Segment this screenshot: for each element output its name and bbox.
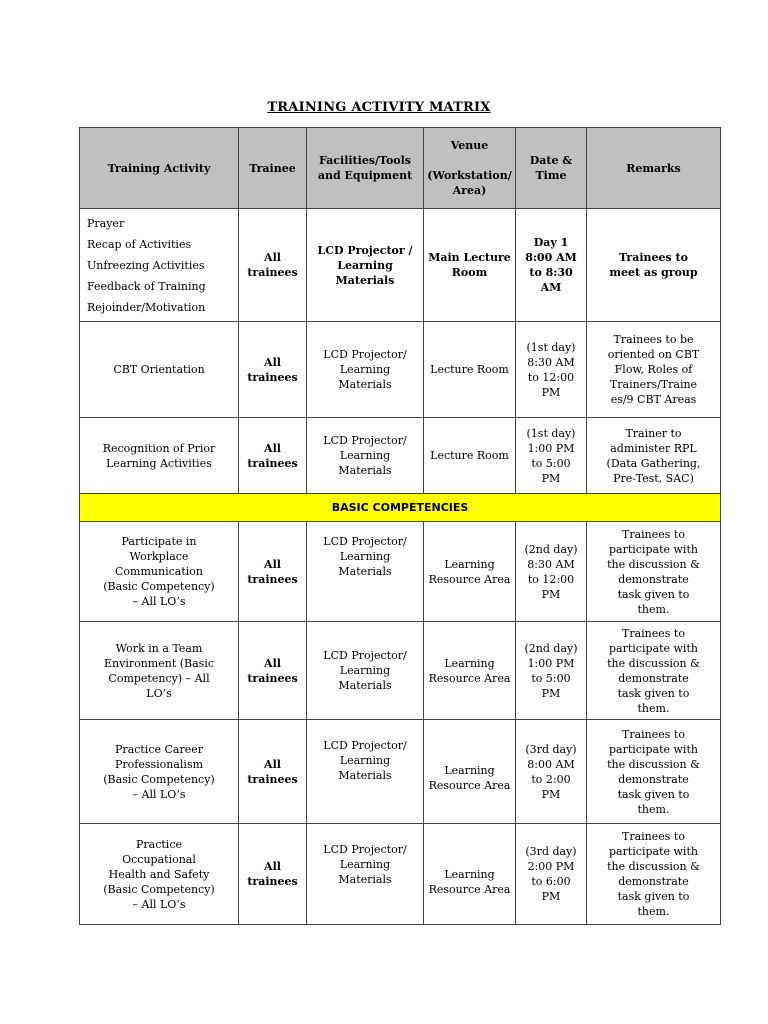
- remarks-cell: Trainees to be oriented on CBT Flow, Roles of Trainers/Traine es/9 CBT Areas: [587, 322, 721, 418]
- trainee-cell: All trainees: [239, 322, 307, 418]
- training-activity-table: [79, 127, 721, 925]
- table-row: [80, 322, 721, 418]
- activity-cell: Recognition of Prior Learning Activities: [80, 418, 239, 494]
- facilities-cell: LCD Projector/ Learning Materials: [307, 418, 424, 494]
- date-cell: (2nd day) 8:30 AM to 12:00 PM: [516, 522, 587, 622]
- facilities-cell: LCD Projector/ Learning Materials: [307, 622, 424, 720]
- date-cell: (1st day) 8:30 AM to 12:00 PM: [516, 322, 587, 418]
- header-trainee: Trainee: [239, 128, 307, 209]
- activity-cell: Practice Career Professionalism (Basic Competency) – All LO’s: [80, 720, 239, 824]
- remarks-cell: Trainees to participate with the discussion & demonstrate task given to them.: [587, 720, 721, 824]
- facilities-cell: LCD Projector/ Learning Materials: [307, 322, 424, 418]
- header-training-activity: Training Activity: [80, 128, 239, 209]
- venue-cell: Learning Resource Area: [424, 720, 516, 824]
- venue-cell: Lecture Room: [424, 322, 516, 418]
- activity-cell: Participate in Workplace Communication (Basic Competency) – All LO’s: [80, 522, 239, 622]
- table-row: [80, 720, 721, 824]
- venue-cell: Learning Resource Area: [424, 824, 516, 925]
- date-cell: Day 1 8:00 AM to 8:30 AM: [516, 209, 587, 322]
- section-heading: BASIC COMPETENCIES: [80, 494, 721, 522]
- table-row: [80, 418, 721, 494]
- activity-cell: Prayer Recap of Activities Unfreezing Activities Feedback of Training Rejoinder/Motivation: [80, 209, 239, 322]
- trainee-cell: All trainees: [239, 622, 307, 720]
- facilities-cell: LCD Projector/ Learning Materials: [307, 824, 424, 925]
- table-row: [80, 622, 721, 720]
- date-cell: (1st day) 1:00 PM to 5:00 PM: [516, 418, 587, 494]
- remarks-cell: Trainees to participate with the discussion & demonstrate task given to them.: [587, 622, 721, 720]
- trainee-cell: All trainees: [239, 209, 307, 322]
- venue-cell: Lecture Room: [424, 418, 516, 494]
- table-row: [80, 824, 721, 925]
- header-remarks: Remarks: [587, 128, 721, 209]
- date-cell: (2nd day) 1:00 PM to 5:00 PM: [516, 622, 587, 720]
- trainee-cell: All trainees: [239, 522, 307, 622]
- facilities-cell: LCD Projector / Learning Materials: [307, 209, 424, 322]
- header-facilities: Facilities/Tools and Equipment: [307, 128, 424, 209]
- remarks-cell: Trainees to participate with the discussion & demonstrate task given to them.: [587, 824, 721, 925]
- table-row: [80, 209, 721, 322]
- header-date-time: Date & Time: [516, 128, 587, 209]
- trainee-cell: All trainees: [239, 720, 307, 824]
- trainee-cell: All trainees: [239, 824, 307, 925]
- activity-cell: CBT Orientation: [80, 322, 239, 418]
- page-title: TRAINING ACTIVITY MATRIX: [267, 100, 491, 115]
- header-venue: Venue (Workstation/ Area): [424, 128, 516, 209]
- trainee-cell: All trainees: [239, 418, 307, 494]
- remarks-cell: Trainees to participate with the discussion & demonstrate task given to them.: [587, 522, 721, 622]
- venue-cell: Main Lecture Room: [424, 209, 516, 322]
- header-row: [80, 128, 721, 209]
- activity-cell: Work in a Team Environment (Basic Competency) – All LO’s: [80, 622, 239, 720]
- facilities-cell: LCD Projector/ Learning Materials: [307, 720, 424, 824]
- date-cell: (3rd day) 8:00 AM to 2:00 PM: [516, 720, 587, 824]
- table-row: [80, 522, 721, 622]
- venue-cell: Learning Resource Area: [424, 522, 516, 622]
- remarks-cell: Trainees to meet as group: [587, 209, 721, 322]
- activity-cell: Practice Occupational Health and Safety (Basic Competency) – All LO’s: [80, 824, 239, 925]
- section-row: [80, 494, 721, 522]
- venue-cell: Learning Resource Area: [424, 622, 516, 720]
- remarks-cell: Trainer to administer RPL (Data Gathering, Pre-Test, SAC): [587, 418, 721, 494]
- date-cell: (3rd day) 2:00 PM to 6:00 PM: [516, 824, 587, 925]
- facilities-cell: LCD Projector/ Learning Materials: [307, 522, 424, 622]
